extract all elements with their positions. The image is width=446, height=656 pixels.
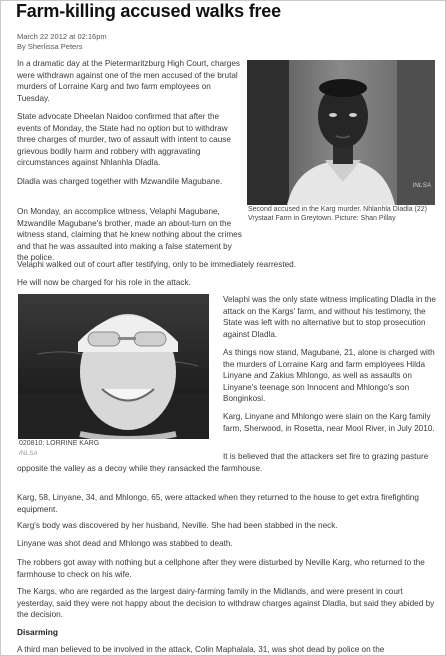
accused-photo <box>247 60 435 205</box>
paragraph-12: Karg's body was discovered by her husband, Neville. She had been stabbed in the neck. <box>17 521 338 530</box>
paragraph-1: In a dramatic day at the Pietermaritzburg High Court, charges were withdrawn against one of the men accused of the brutal murders of Lorraine Karg and two farm employees on Tuesday. <box>17 59 240 103</box>
paragraph-10: It is believed that the attackers set fire to grazing pasture opposite the valley as a decoy while they ransacked the farmhouse. <box>17 452 429 473</box>
paragraph-13: Linyane was shot dead and Mhlongo was stabbed to death. <box>17 539 233 548</box>
paragraph-6: He will now be charged for his role in the attack. <box>17 278 191 287</box>
photo1-watermark: INLSA <box>412 182 431 189</box>
paragraph-16: A third man believed to be involved in the attack, Colin Maphalala, 31, was shot dead by police on the <box>17 645 385 654</box>
paragraph-9: Karg, Linyane and Mhlongo were slain on the Karg family farm, Sherwood, in Rosetta, near Mooi River, in July 2010. <box>223 412 435 433</box>
victim-photo <box>18 294 209 439</box>
paragraph-8: As things now stand, Magubane, 21, alone is charged with the murders of Lorraine Karg and farm employees Hilda Linyane and Zakius Mhlongo, as well as assaults on Linyane's teenage son Innocent and Mhlongo's son Bonginkosi. <box>223 348 435 404</box>
headline: Farm-killing accused walks free <box>16 1 281 21</box>
paragraph-4: On Monday, an accomplice witness, Velaphi Magubane, Mzwandile Magubane's brother, made an about-turn on the witness stand, claiming that he knew nothing about the crimes and that he was assaulted into making a false statement by the police. <box>17 207 242 263</box>
paragraph-7: Velaphi was the only state witness implicating Dladla in the attack on the Kargs' farm, and without his testimony, the State was left with no alternative but to stop prosecution against Dladla. <box>223 295 436 339</box>
accused-portrait-image <box>247 60 435 205</box>
victim-photo-caption: 020810: LORRINE KARG <box>19 440 100 447</box>
paragraph-2: State advocate Dheelan Naidoo confirmed that after the events of Monday, the State had no option but to withdraw three charges of murder, two of assault with intent to cause grievous bodily harm and robbery with aggravating circumstances against Nhlanhla Dladla. <box>17 112 231 168</box>
paragraph-3: Dladla was charged together with Mzwandile Magubane. <box>17 177 223 186</box>
subheading-disarming: Disarming <box>17 627 58 637</box>
paragraph-11: Karg, 58, Linyane, 34, and Mhlongo, 65, were attacked when they returned to the house to get extra firefighting equipment. <box>17 493 419 514</box>
dateline: March 22 2012 at 02:16pm <box>17 32 107 41</box>
photo2-watermark: INLSA <box>19 450 38 457</box>
paragraph-14: The robbers got away with nothing but a cellphone after they were disturbed by Neville Karg, who returned to the farmhouse to check on his wife. <box>17 558 425 579</box>
victim-portrait-image <box>18 294 209 439</box>
accused-photo-caption: Second accused in the Karg murder. Nhlanhla Dladla (22) Vrystaat Farm in Greytown. Picture: Shan Pillay <box>248 206 427 222</box>
paragraph-15: The Kargs, who are regarded as the largest dairy-farming family in the Midlands, and were present in court yesterday, said they were not happy about the decision to withdraw charges against Dladla, but said they abided by the decision. <box>17 587 435 620</box>
paragraph-5: Velaphi walked out of court after testifying, only to be immediately rearrested. <box>17 260 296 269</box>
byline: By Sherlissa Peters <box>17 42 83 51</box>
